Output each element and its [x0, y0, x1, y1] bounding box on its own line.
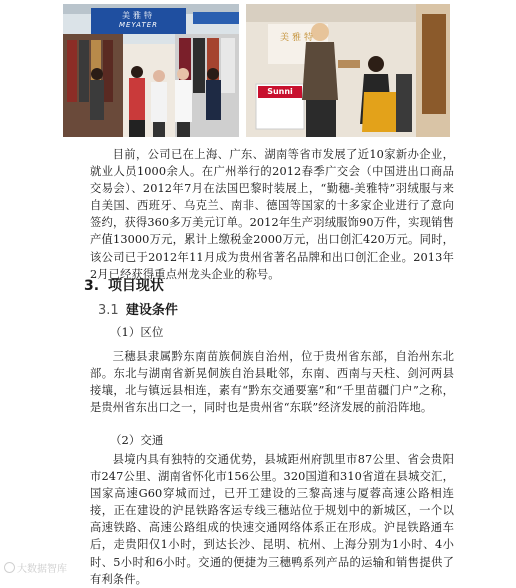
booth-sign-latin: MEYATER — [118, 21, 159, 29]
transport-paragraph: 县境内具有独特的交通优势，县城距州府凯里市87公里、省会贵阳市247公里、湖南省怀化市156公里。320国道和310省道在县城交汇，国家高速G60穿城而过，已开工建设的三黎高速与厦蓉高速公路相连接，正在建设的沪昆铁路客运专线三穗站位于规划中的新城区，一个以高速铁路、高速公路组成的快速交通网络体系正在形成。沪昆铁路通车后，走贵阳仅1小时，到达长沙、昆明、杭州、上海分别为1小时、4小时、5小时和6小时。交通的便捷为三穗鸭系列产品的运输和销售提供了有利条件。 — [90, 453, 454, 586]
watermark-text: 大数据智库 — [17, 564, 67, 575]
subsection-number: 3.1 — [98, 303, 119, 318]
booth-sign-right: 美雅特 — [279, 33, 316, 43]
booth-sign-brand: 美雅特 — [122, 11, 155, 20]
booth-sign — [91, 10, 186, 29]
watermark — [4, 560, 67, 575]
section-number: 3. — [84, 278, 100, 294]
location-paragraph: 三穗县隶属黔东南苗族侗族自治州，位于贵州省东部，自治州东北部。东北与湖南省新晃侗族自治县毗邻，东南、西南与天柱、剑河两县接壤，北与镇远县相连，素有“黔东交通要塞”和“千里苗疆门户”之称，是贵州省东出口之一，同时也是贵州省“东联”经济发展的前沿阵地。 — [90, 350, 454, 415]
item-label-location: （1）区位 — [110, 325, 164, 339]
shopping-bag-label: Sunni — [267, 87, 293, 96]
item-label-transport: （2）交通 — [110, 433, 164, 447]
section-title: 项目现状 — [107, 278, 164, 294]
company-paragraph: 目前，公司已在上海、广东、湖南等省市发展了近10家新办企业，就业人员1000余人。在广州举行的2012春季广交会（中国进出口商品交易会）、2012年7月在法国巴黎时装展上，“勤穗-美雅特”羽绒服与来自美国、西班牙、乌克兰、南非、德国等国家的十多家企业进行了意向签约，获得360多万美元订单。2012年生产羽绒服饰90万件，实现销售产值13000万元，累计上缴税金2000万元，出口创汇420万元。同时，该公司已于2012年11月成为贵州省著名品牌和出口创汇企业。2013年2月已经获得重点州龙头企业的称号。 — [90, 148, 454, 281]
watermark-logo-icon — [4, 562, 15, 573]
subsection-heading — [98, 299, 178, 318]
booth-photo-left — [63, 4, 239, 137]
subsection-title: 建设条件 — [125, 303, 178, 318]
booth-photo-right — [246, 4, 450, 137]
section-heading — [84, 275, 164, 295]
